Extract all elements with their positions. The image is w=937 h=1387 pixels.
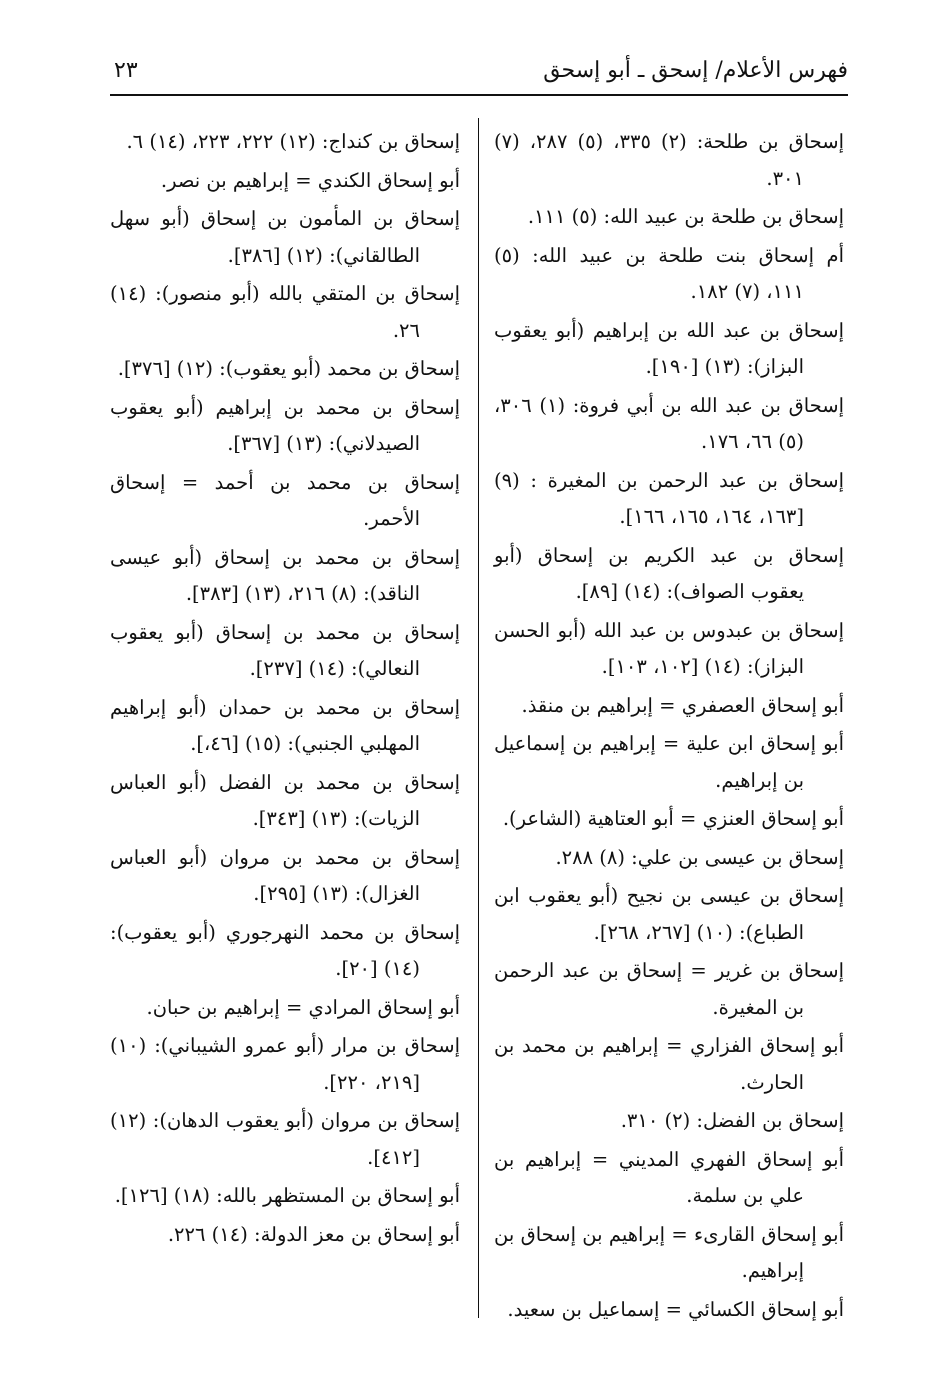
- index-entry: إسحاق بن محمد بن مروان (أبو العباس الغزال): (١٣) [٢٩٥].: [110, 845, 460, 905]
- index-entry: إسحاق بن عبد الرحمن بن المغيرة : (٩) [١٦٣، ١٦٤، ١٦٥، ١٦٦].: [494, 468, 844, 528]
- index-entry: أم إسحاق بنت طلحة بن عبيد الله: (٥) ١١١، (٧) ١٨٢.: [494, 243, 844, 303]
- index-entry: إسحاق بن المأمون بن إسحاق (أبو سهل الطالقاني): (١٢) [٣٨٦].: [110, 207, 460, 267]
- index-entry: إسحاق بن محمد بن الفضل (أبو العباس الزيات): (١٣) [٣٤٣].: [110, 770, 460, 830]
- index-entry: إسحاق بن محمد بن أحمد = إسحاق الأحمر.: [110, 470, 460, 530]
- index-entry: أبو إسحاق ابن علية = إبراهيم بن إسماعيل بن إبراهيم.: [494, 732, 844, 792]
- index-entry: إسحاق بن عبدوس بن عبد الله (أبو الحسن البزاز): (١٤) [١٠٢، ١٠٣].: [494, 618, 844, 678]
- index-entry: إسحاق بن محمد بن إسحاق (أبو عيسى الناقد): (٨) ٢١٦، (١٣) [٣٨٣].: [110, 545, 460, 605]
- index-entry: إسحاق بن محمد بن إبراهيم (أبو يعقوب الصيدلاني): (١٣) [٣٦٧].: [110, 395, 460, 455]
- index-entry: إسحاق بن مروان (أبو يعقوب الدهان): (١٢) [٤١٢].: [110, 1109, 460, 1169]
- index-entry: إسحاق بن محمد بن إسحاق (أبو يعقوب النعالي): (١٤) [٢٣٧].: [110, 620, 460, 680]
- page-number: ٢٣: [114, 58, 138, 83]
- page-header: [110, 50, 848, 90]
- column-divider: [478, 118, 479, 1318]
- index-entry: إسحاق بن طلحة: (٢) ٣٣٥، (٥) ٢٨٧، (٧) ٣٠١.: [494, 130, 845, 190]
- index-entry: أبو إسحاق الكندي = إبراهيم بن نصر.: [160, 168, 460, 192]
- index-entry: إسحاق بن المتقي بالله (أبو منصور): (١٤) ٢٦.: [110, 282, 460, 342]
- index-entry: إسحاق بن مرار (أبو عمرو الشيباني): (١٠) [٢١٩، ٢٢٠].: [110, 1034, 460, 1094]
- index-entry: إسحاق بن كنداج: (١٢) ٢٢٢، ٢٢٣، (١٤) ٦.: [126, 130, 460, 153]
- index-entry: أبو إسحاق العصفري = إبراهيم بن منقذ.: [521, 693, 844, 717]
- index-entry: أبو إسحاق القارىء = إبراهيم بن إسحاق بن إبراهيم.: [494, 1222, 844, 1282]
- index-entry: إسحاق بن عبد الله بن أبي فروة: (١) ٣٠٦، (٥) ٦٦، ١٧٦.: [494, 393, 844, 453]
- index-entry: أبو إسحاق العنزي = أبو العتاهية (الشاعر).: [502, 807, 844, 830]
- index-entry: إسحاق بن عبد الله بن إبراهيم (أبو يعقوب البزاز): (١٣) [١٩٠].: [494, 318, 844, 378]
- index-entry: إسحاق بن محمد بن حمدان (أبو إبراهيم المهلبي الجنبي): (١٥) [٤٦،].: [110, 695, 460, 755]
- index-entry: إسحاق بن عبد الكريم بن إسحاق (أبو يعقوب الصواف): (١٤) [٨٩].: [494, 543, 844, 603]
- index-entry: إسحاق بن محمد (أبو يعقوب): (١٢) [٣٧٦].: [117, 357, 460, 380]
- index-entry: أبو إسحاق الفهري المديني = إبراهيم بن علي بن سلمة.: [494, 1147, 844, 1207]
- running-title: فهرس الأعلام/ إسحق ـ أبو إسحق: [543, 58, 848, 83]
- index-entry: أبو إسحاق المرادي = إبراهيم بن حبان.: [146, 995, 460, 1019]
- index-entry: إسحاق بن عيسى بن نجيح (أبو يعقوب ابن الطباع): (١٠) [٢٦٧، ٢٦٨].: [494, 884, 844, 944]
- index-column-right: [494, 124, 844, 1330]
- index-entry: أبو إسحاق بن المستظهر بالله: (١٨) [١٢٦].: [114, 1184, 460, 1207]
- index-entry: إسحاق بن طلحة بن عبيد الله: (٥) ١١١.: [527, 205, 844, 228]
- index-column-left: [110, 124, 460, 1255]
- index-entry: إسحاق بن غرير = إسحاق بن عبد الرحمن بن المغيرة.: [494, 959, 844, 1019]
- index-entry: إسحاق بن محمد النهرجوري (أبو يعقوب): (١٤) [٢٠].: [110, 920, 460, 980]
- index-entry: أبو إسحاق الفزاري = إبراهيم بن محمد بن الحارث.: [494, 1034, 844, 1094]
- index-entry: إسحاق بن عيسى بن علي: (٨) ٢٨٨.: [555, 845, 844, 869]
- index-entry: أبو إسحاق الكسائي = إسماعيل بن سعيد.: [507, 1297, 844, 1321]
- header-rule: [110, 94, 848, 96]
- index-entry: إسحاق بن الفضل: (٢) ٣١٠.: [620, 1109, 844, 1132]
- index-entry: أبو إسحاق بن معز الدولة: (١٤) ٢٢٦.: [167, 1222, 460, 1246]
